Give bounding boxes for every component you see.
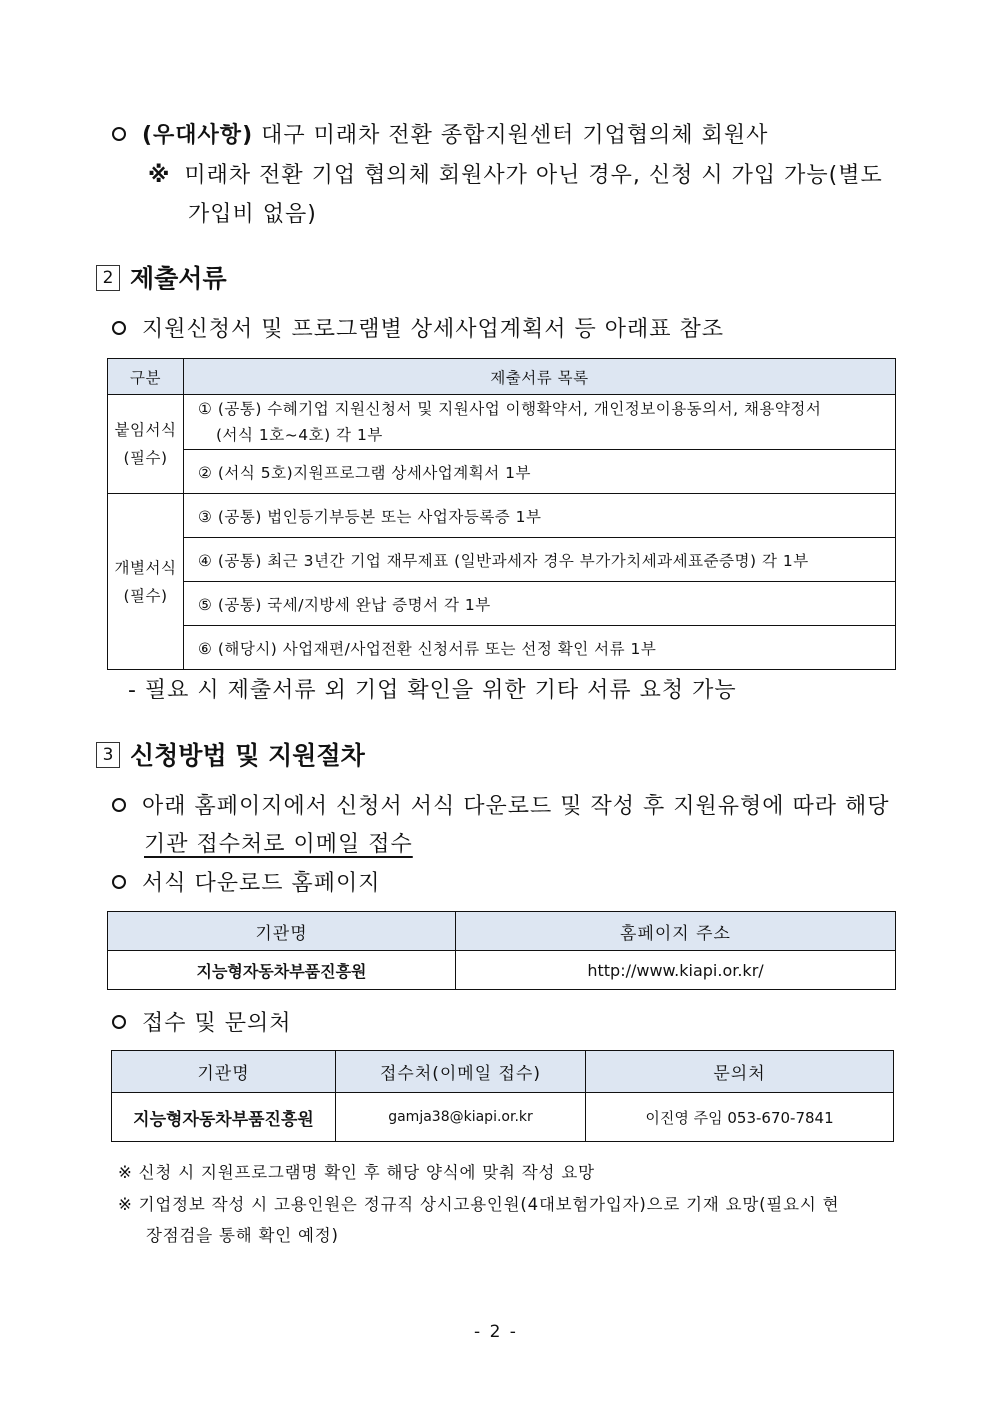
header-category: 구분 — [108, 359, 184, 395]
section3-title: 신청방법 및 지원절차 — [130, 741, 365, 770]
section2-footnote: - 필요 시 제출서류 외 기업 확인을 위한 기타 서류 요청 가능 — [128, 678, 737, 703]
section2-intro-text: 지원신청서 및 프로그램별 상세사업계획서 등 아래표 참조 — [142, 317, 725, 342]
section2-number: 2 — [96, 265, 120, 291]
document-item-1 — [184, 395, 896, 450]
benefit-line — [112, 118, 768, 149]
contact-email-link[interactable]: gamja38@kiapi.or.kr — [336, 1093, 586, 1142]
table-row — [108, 538, 896, 582]
group1-label-line2: (필수) — [123, 449, 168, 467]
table-row — [112, 1093, 894, 1142]
page-number: - 2 - — [474, 1322, 518, 1342]
homepage-table — [107, 911, 896, 990]
benefit-note — [148, 158, 883, 189]
table-row — [108, 582, 896, 626]
documents-table-header — [108, 359, 896, 395]
circle-bullet-icon — [112, 798, 126, 812]
note-symbol: ※ — [148, 163, 171, 188]
item1-line2: (서식 1호~4호) 각 1부 — [216, 426, 383, 444]
homepage-org: 지능형자동차부품진흥원 — [108, 951, 456, 990]
header-documents: 제출서류 목록 — [184, 359, 896, 395]
header-contact: 문의처 — [586, 1051, 894, 1093]
section3-line1-text: 아래 홈페이지에서 신청서 서식 다운로드 및 작성 후 지원유형에 따라 해당 — [142, 794, 890, 819]
contact-title-text: 접수 및 문의처 — [142, 1011, 292, 1036]
document-item-3: ③ (공통) 법인등기부등본 또는 사업자등록증 1부 — [184, 494, 896, 538]
document-item-2: ② (서식 5호)지원프로그램 상세사업계획서 1부 — [184, 450, 896, 494]
table-row — [108, 450, 896, 494]
group2-label-line1: 개별서식 — [114, 558, 177, 577]
homepage-url-link[interactable]: http://www.kiapi.or.kr/ — [456, 951, 896, 990]
benefit-note-line1: 미래차 전환 기업 협의체 회원사가 아닌 경우, 신청 시 가입 가능(별도 — [184, 163, 883, 188]
section3-heading — [96, 736, 365, 772]
contact-title — [112, 1006, 292, 1037]
section3-line1 — [112, 789, 890, 820]
benefit-label: (우대사항) — [142, 123, 254, 148]
section3-number: 3 — [96, 742, 120, 768]
homepage-table-header — [108, 912, 896, 951]
note-2-line2: 장점검을 통해 확인 예정) — [146, 1226, 339, 1245]
benefit-note-line2: 가입비 없음) — [188, 202, 317, 227]
circle-bullet-icon — [112, 1015, 126, 1029]
item1-line1: ① (공통) 수혜기업 지원신청서 및 지원사업 이행확약서, 개인정보이용동의서, 채용약정서 — [198, 400, 822, 418]
section3-line2: 기관 접수처로 이메일 접수 — [144, 832, 413, 857]
group1-label-line1: 붙임서식 — [114, 421, 177, 439]
table-row — [108, 951, 896, 990]
contact-table — [111, 1050, 894, 1142]
download-title — [112, 866, 381, 897]
section2-intro — [112, 312, 724, 343]
contact-phone: 이진영 주임 053-670-7841 — [586, 1093, 894, 1142]
document-item-5: ⑤ (공통) 국세/지방세 완납 증명서 각 1부 — [184, 582, 896, 626]
document-item-6: ⑥ (해당시) 사업재편/사업전환 신청서류 또는 선정 확인 서류 1부 — [184, 626, 896, 670]
benefit-text: 대구 미래차 전환 종합지원센터 기업협의체 회원사 — [261, 123, 769, 148]
table-row — [108, 626, 896, 670]
table-row — [108, 395, 896, 450]
circle-bullet-icon — [112, 875, 126, 889]
group2-label — [108, 494, 184, 670]
table-row — [108, 494, 896, 538]
section2-heading — [96, 259, 227, 295]
download-title-text: 서식 다운로드 홈페이지 — [142, 871, 381, 896]
note-2-line1: ※ 기업정보 작성 시 고용인원은 정규직 상시고용인원(4대보험가입자)으로 기재 요망(필요시 현 — [118, 1195, 840, 1214]
header-email: 접수처(이메일 접수) — [336, 1051, 586, 1093]
document-item-4: ④ (공통) 최근 3년간 기업 재무제표 (일반과세자 경우 부가가치세과세표준증명) 각 1부 — [184, 538, 896, 582]
contact-org: 지능형자동차부품진흥원 — [112, 1093, 336, 1142]
circle-bullet-icon — [112, 321, 126, 335]
group2-label-line2: (필수) — [123, 586, 168, 605]
contact-table-header — [112, 1051, 894, 1093]
header-org: 기관명 — [108, 912, 456, 951]
group1-label — [108, 395, 184, 494]
section2-title: 제출서류 — [130, 264, 227, 293]
header-url: 홈페이지 주소 — [456, 912, 896, 951]
note-1: ※ 신청 시 지원프로그램명 확인 후 해당 양식에 맞춰 작성 요망 — [118, 1163, 595, 1182]
header-org: 기관명 — [112, 1051, 336, 1093]
documents-table — [107, 358, 896, 670]
circle-bullet-icon — [112, 127, 126, 141]
